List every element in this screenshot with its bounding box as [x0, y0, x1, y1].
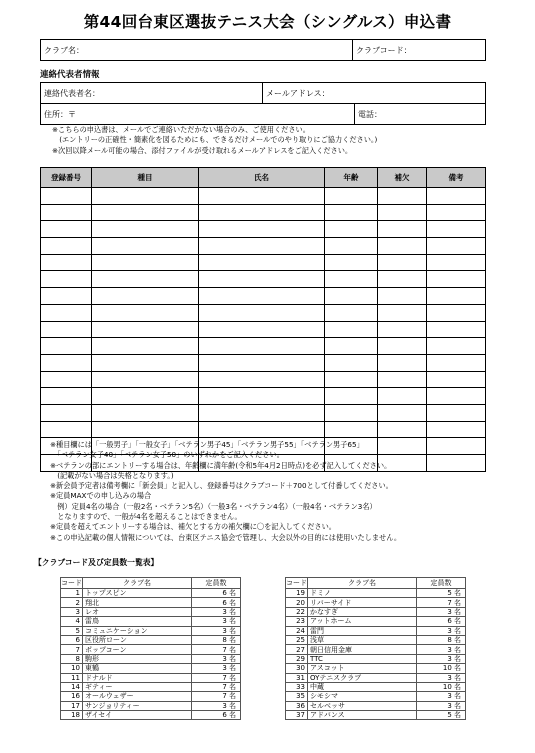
- col-reserve: 補欠: [378, 168, 427, 188]
- club-code-row: [61, 654, 241, 663]
- reserve-cell[interactable]: [378, 354, 427, 371]
- age-cell[interactable]: [325, 304, 378, 321]
- entry-table-header: [41, 168, 486, 188]
- code-col-club: クラブ名: [83, 578, 192, 589]
- reg-no-cell[interactable]: [41, 404, 92, 421]
- club-code-row: [61, 617, 241, 626]
- club-capacity: 6 名: [417, 617, 466, 626]
- club-code: 1: [61, 589, 83, 598]
- name-cell[interactable]: [199, 371, 325, 388]
- club-code: 25: [286, 635, 308, 644]
- club-code-field[interactable]: クラブコード：: [353, 40, 486, 61]
- entry-row: [41, 354, 486, 371]
- remarks-cell[interactable]: [427, 288, 486, 305]
- name-cell[interactable]: [199, 188, 325, 205]
- event-cell[interactable]: [92, 221, 199, 238]
- event-cell[interactable]: [92, 288, 199, 305]
- club-code-row: [61, 673, 241, 682]
- remarks-cell[interactable]: [427, 204, 486, 221]
- remarks-cell[interactable]: [427, 421, 486, 438]
- club-capacity: 3 名: [192, 701, 241, 710]
- club-code: 3: [61, 607, 83, 616]
- contact-table: [40, 82, 486, 125]
- entry-row: [41, 254, 486, 271]
- club-code-row: [61, 598, 241, 607]
- club-code: 18: [61, 711, 83, 720]
- club-code: 19: [286, 589, 308, 598]
- club-code-row: [286, 607, 466, 616]
- address-field[interactable]: 住所：〒: [41, 104, 355, 125]
- remarks-cell[interactable]: [427, 188, 486, 205]
- age-cell[interactable]: [325, 321, 378, 338]
- club-capacity: 3 名: [192, 626, 241, 635]
- club-capacity: 6 名: [192, 589, 241, 598]
- club-name: 浅草: [308, 635, 417, 644]
- entry-row: [41, 204, 486, 221]
- remarks-cell[interactable]: [427, 404, 486, 421]
- club-name: オールウェザー: [83, 692, 192, 701]
- club-code-row: [286, 682, 466, 691]
- reg-no-cell[interactable]: [41, 204, 92, 221]
- entry-table: [40, 167, 486, 472]
- remarks-cell[interactable]: [427, 221, 486, 238]
- club-code-row: [286, 589, 466, 598]
- entry-row: [41, 371, 486, 388]
- club-name: アットホーム: [308, 617, 417, 626]
- club-info-table: [40, 39, 486, 61]
- club-code-row: [61, 711, 241, 720]
- remarks-cell[interactable]: [427, 304, 486, 321]
- club-code: 36: [286, 701, 308, 710]
- club-name: アスコット: [308, 664, 417, 673]
- remarks-cell[interactable]: [427, 271, 486, 288]
- club-code-row: [286, 598, 466, 607]
- reg-no-cell[interactable]: [41, 371, 92, 388]
- name-cell[interactable]: [199, 304, 325, 321]
- club-name: 朝日信用金庫: [308, 645, 417, 654]
- club-capacity: 6 名: [192, 711, 241, 720]
- remarks-cell[interactable]: [427, 388, 486, 405]
- club-code: 10: [61, 664, 83, 673]
- club-name: サンジョリティー: [83, 701, 192, 710]
- rep-name-field[interactable]: 連絡代表者名：: [41, 83, 263, 104]
- event-cell[interactable]: [92, 304, 199, 321]
- club-code: 5: [61, 626, 83, 635]
- club-capacity: 8 名: [192, 635, 241, 644]
- club-capacity: 3 名: [192, 664, 241, 673]
- club-code-row: [61, 664, 241, 673]
- club-code: 14: [61, 682, 83, 691]
- remarks-cell[interactable]: [427, 455, 486, 472]
- age-cell[interactable]: [325, 354, 378, 371]
- club-capacity: 7 名: [417, 598, 466, 607]
- club-name: セルベッサ: [308, 701, 417, 710]
- name-cell[interactable]: [199, 221, 325, 238]
- club-name: 駒形: [83, 654, 192, 663]
- name-cell[interactable]: [199, 254, 325, 271]
- club-name: 翔北: [83, 598, 192, 607]
- club-code: 35: [286, 692, 308, 701]
- reserve-cell[interactable]: [378, 321, 427, 338]
- club-name: OYテニスクラブ: [308, 673, 417, 682]
- contact-section-label: 連絡代表者情報: [40, 70, 100, 80]
- entry-row: [41, 321, 486, 338]
- club-name: トップスピン: [83, 589, 192, 598]
- age-cell[interactable]: [325, 421, 378, 438]
- club-code-row: [61, 635, 241, 644]
- name-cell[interactable]: [199, 204, 325, 221]
- name-cell[interactable]: [199, 288, 325, 305]
- age-cell[interactable]: [325, 388, 378, 405]
- event-cell[interactable]: [92, 371, 199, 388]
- remarks-cell[interactable]: [427, 321, 486, 338]
- club-code: 23: [286, 617, 308, 626]
- club-capacity: 5 名: [417, 589, 466, 598]
- code-col-code: コード: [286, 579, 307, 587]
- club-capacity: 3 名: [192, 654, 241, 663]
- club-capacity: 3 名: [192, 617, 241, 626]
- club-code-row: [61, 692, 241, 701]
- club-name: ドミノ: [308, 589, 417, 598]
- reg-no-cell[interactable]: [41, 321, 92, 338]
- col-name: 氏名: [199, 168, 325, 188]
- age-cell[interactable]: [325, 221, 378, 238]
- remarks-cell[interactable]: [427, 438, 486, 455]
- name-cell[interactable]: [199, 271, 325, 288]
- reserve-cell[interactable]: [378, 204, 427, 221]
- remarks-cell[interactable]: [427, 238, 486, 255]
- age-cell[interactable]: [325, 238, 378, 255]
- event-cell[interactable]: [92, 338, 199, 355]
- entry-row: [41, 421, 486, 438]
- col-event: 種目: [92, 168, 199, 188]
- reg-no-cell[interactable]: [41, 388, 92, 405]
- reserve-cell[interactable]: [378, 254, 427, 271]
- event-cell[interactable]: [92, 188, 199, 205]
- age-cell[interactable]: [325, 188, 378, 205]
- remarks-cell[interactable]: [427, 371, 486, 388]
- club-name: コミュニケーション: [83, 626, 192, 635]
- club-code: 20: [286, 598, 308, 607]
- club-capacity: 3 名: [417, 654, 466, 663]
- reg-no-cell[interactable]: [41, 421, 92, 438]
- club-code: 37: [286, 711, 308, 720]
- club-code-row: [286, 635, 466, 644]
- entry-row: [41, 221, 486, 238]
- entry-row: [41, 304, 486, 321]
- club-code-row: [286, 692, 466, 701]
- club-capacity: 3 名: [417, 673, 466, 682]
- club-code-row: [61, 626, 241, 635]
- event-cell[interactable]: [92, 421, 199, 438]
- remarks-cell[interactable]: [427, 338, 486, 355]
- reg-no-cell[interactable]: [41, 271, 92, 288]
- club-code-row: [286, 701, 466, 710]
- event-cell[interactable]: [92, 238, 199, 255]
- reg-no-cell[interactable]: [41, 238, 92, 255]
- notes-top: ※こちらの申込書は、メールでご連絡いただかない場合のみ、ご使用ください。 (エントリーの正確性・簡素化を図るためにも、できるだけメールでのやり取りにご協力ください。) ※次回以降メール可能の場合、添付ファイルが受け取れるメールアドレスをご記入ください。: [52, 125, 378, 155]
- club-name: TTC: [308, 654, 417, 663]
- club-code-row: [286, 664, 466, 673]
- club-capacity: 6 名: [192, 598, 241, 607]
- reg-no-cell[interactable]: [41, 254, 92, 271]
- club-code: 11: [61, 673, 83, 682]
- club-capacity: 3 名: [417, 645, 466, 654]
- reserve-cell[interactable]: [378, 388, 427, 405]
- event-cell[interactable]: [92, 404, 199, 421]
- code-table-left: [60, 577, 241, 720]
- reserve-cell[interactable]: [378, 404, 427, 421]
- club-code-row: [61, 607, 241, 616]
- club-capacity: 3 名: [192, 607, 241, 616]
- event-cell[interactable]: [92, 204, 199, 221]
- club-capacity: 10 名: [417, 664, 466, 673]
- club-name: リバーサイド: [308, 598, 417, 607]
- club-name: アドバンス: [308, 711, 417, 720]
- col-reg-no: 登録番号: [41, 168, 92, 188]
- club-code: 17: [61, 701, 83, 710]
- phone-field[interactable]: 電話：: [355, 104, 486, 125]
- reg-no-cell[interactable]: [41, 304, 92, 321]
- club-code: 33: [286, 682, 308, 691]
- club-name: 中蔵: [308, 682, 417, 691]
- club-code-row: [286, 645, 466, 654]
- reserve-cell[interactable]: [378, 238, 427, 255]
- club-code-row: [61, 701, 241, 710]
- club-code: 22: [286, 607, 308, 616]
- club-code: 4: [61, 617, 83, 626]
- age-cell[interactable]: [325, 371, 378, 388]
- reg-no-cell[interactable]: [41, 221, 92, 238]
- club-name: シモシマ: [308, 692, 417, 701]
- club-code: 16: [61, 692, 83, 701]
- code-table-right: [285, 577, 466, 720]
- col-remarks: 備考: [427, 168, 486, 188]
- club-code-row: [286, 617, 466, 626]
- club-capacity: 7 名: [192, 645, 241, 654]
- entry-row: [41, 271, 486, 288]
- club-code: 6: [61, 635, 83, 644]
- reserve-cell[interactable]: [378, 188, 427, 205]
- club-code: 27: [286, 645, 308, 654]
- event-cell[interactable]: [92, 354, 199, 371]
- club-code: 30: [286, 664, 308, 673]
- club-name: ポップコーン: [83, 645, 192, 654]
- entry-row: [41, 338, 486, 355]
- reserve-cell[interactable]: [378, 371, 427, 388]
- reserve-cell[interactable]: [378, 304, 427, 321]
- name-cell[interactable]: [199, 321, 325, 338]
- club-name: 区役所ローン: [83, 635, 192, 644]
- code-list-title: 【クラブコード及び定員数一覧表】: [34, 558, 159, 567]
- name-cell[interactable]: [199, 421, 325, 438]
- club-code: 2: [61, 598, 83, 607]
- name-cell[interactable]: [199, 388, 325, 405]
- col-age: 年齢: [325, 168, 378, 188]
- reserve-cell[interactable]: [378, 421, 427, 438]
- event-cell[interactable]: [92, 271, 199, 288]
- age-cell[interactable]: [325, 254, 378, 271]
- entry-row: [41, 188, 486, 205]
- club-code: 24: [286, 626, 308, 635]
- club-capacity: 3 名: [417, 692, 466, 701]
- club-capacity: 7 名: [192, 682, 241, 691]
- club-capacity: 5 名: [417, 711, 466, 720]
- age-cell[interactable]: [325, 204, 378, 221]
- entry-row: [41, 238, 486, 255]
- reserve-cell[interactable]: [378, 288, 427, 305]
- club-code: 31: [286, 673, 308, 682]
- event-cell[interactable]: [92, 321, 199, 338]
- age-cell[interactable]: [325, 338, 378, 355]
- name-cell[interactable]: [199, 338, 325, 355]
- club-code-row: [286, 654, 466, 663]
- reg-no-cell[interactable]: [41, 188, 92, 205]
- code-col-capacity: 定員数: [192, 578, 241, 589]
- notes-bottom: ※種目欄には「一般男子」「一般女子」「ベテラン男子45」「ベテラン男子55」「ベテラン男子65」 「ベテラン女子40」「ベテラン女子50」のいずれかをご記入ください。 ※ベテランの部にエントリーする場合は、年齢欄に満年齢(令和5年4月2日時点)を必ず記入してください。 (記載がない場合は失格となります。) ※新会員予定者は備考欄に「新会員」と記入し、登録番号はクラブコード＋700として付番してください。 ※定員MAXでの申し込みの場合 例）定員4名の場合（一般2名・ベテラン5名）（一般3名・ベテラン4名）（一般4名・ベテラン3名） となりますので、一般が4名を超えることはできません。 ※定員を超えてエントリーする場合は、補欠とする方の補欠欄に〇を記入してください。 ※この申込記載の個人情報については、台東区テニス協会で管理し、大会以外の目的には使用いたしません。: [50, 440, 402, 542]
- club-capacity: 3 名: [417, 701, 466, 710]
- event-cell[interactable]: [92, 388, 199, 405]
- club-capacity: 3 名: [417, 607, 466, 616]
- club-name-field[interactable]: クラブ名：: [41, 40, 353, 61]
- event-cell[interactable]: [92, 254, 199, 271]
- club-code-row: [286, 711, 466, 720]
- club-name: 雷門: [308, 626, 417, 635]
- remarks-cell[interactable]: [427, 354, 486, 371]
- email-field[interactable]: メールアドレス：: [263, 83, 486, 104]
- reg-no-cell[interactable]: [41, 288, 92, 305]
- club-name: 雷鳥: [83, 617, 192, 626]
- club-capacity: 3 名: [417, 626, 466, 635]
- reserve-cell[interactable]: [378, 338, 427, 355]
- entry-row: [41, 404, 486, 421]
- entry-row: [41, 388, 486, 405]
- form-title: 第44回台東区選抜テニス大会（シングルス）申込書: [83, 13, 452, 31]
- club-code-row: [61, 589, 241, 598]
- name-cell[interactable]: [199, 238, 325, 255]
- reg-no-cell[interactable]: [41, 338, 92, 355]
- club-name: 東鶴: [83, 664, 192, 673]
- club-name: かなすぎ: [308, 607, 417, 616]
- club-code-row: [61, 682, 241, 691]
- reserve-cell[interactable]: [378, 271, 427, 288]
- age-cell[interactable]: [325, 404, 378, 421]
- club-name: ギティー: [83, 682, 192, 691]
- age-cell[interactable]: [325, 288, 378, 305]
- remarks-cell[interactable]: [427, 254, 486, 271]
- club-code-row: [286, 673, 466, 682]
- club-capacity: 7 名: [192, 673, 241, 682]
- code-col-capacity: 定員数: [417, 578, 466, 589]
- club-capacity: 7 名: [192, 692, 241, 701]
- code-col-club: クラブ名: [308, 578, 417, 589]
- club-code-row: [286, 626, 466, 635]
- name-cell[interactable]: [199, 354, 325, 371]
- club-code-row: [61, 645, 241, 654]
- entry-row: [41, 288, 486, 305]
- club-name: ドナルド: [83, 673, 192, 682]
- club-code: 29: [286, 654, 308, 663]
- club-capacity: 10 名: [417, 682, 466, 691]
- code-col-code: コード: [61, 579, 82, 587]
- reg-no-cell[interactable]: [41, 354, 92, 371]
- club-code: 7: [61, 645, 83, 654]
- club-code: 8: [61, 654, 83, 663]
- age-cell[interactable]: [325, 271, 378, 288]
- club-name: ザイセイ: [83, 711, 192, 720]
- club-capacity: 8 名: [417, 635, 466, 644]
- club-name: レオ: [83, 607, 192, 616]
- reserve-cell[interactable]: [378, 221, 427, 238]
- name-cell[interactable]: [199, 404, 325, 421]
